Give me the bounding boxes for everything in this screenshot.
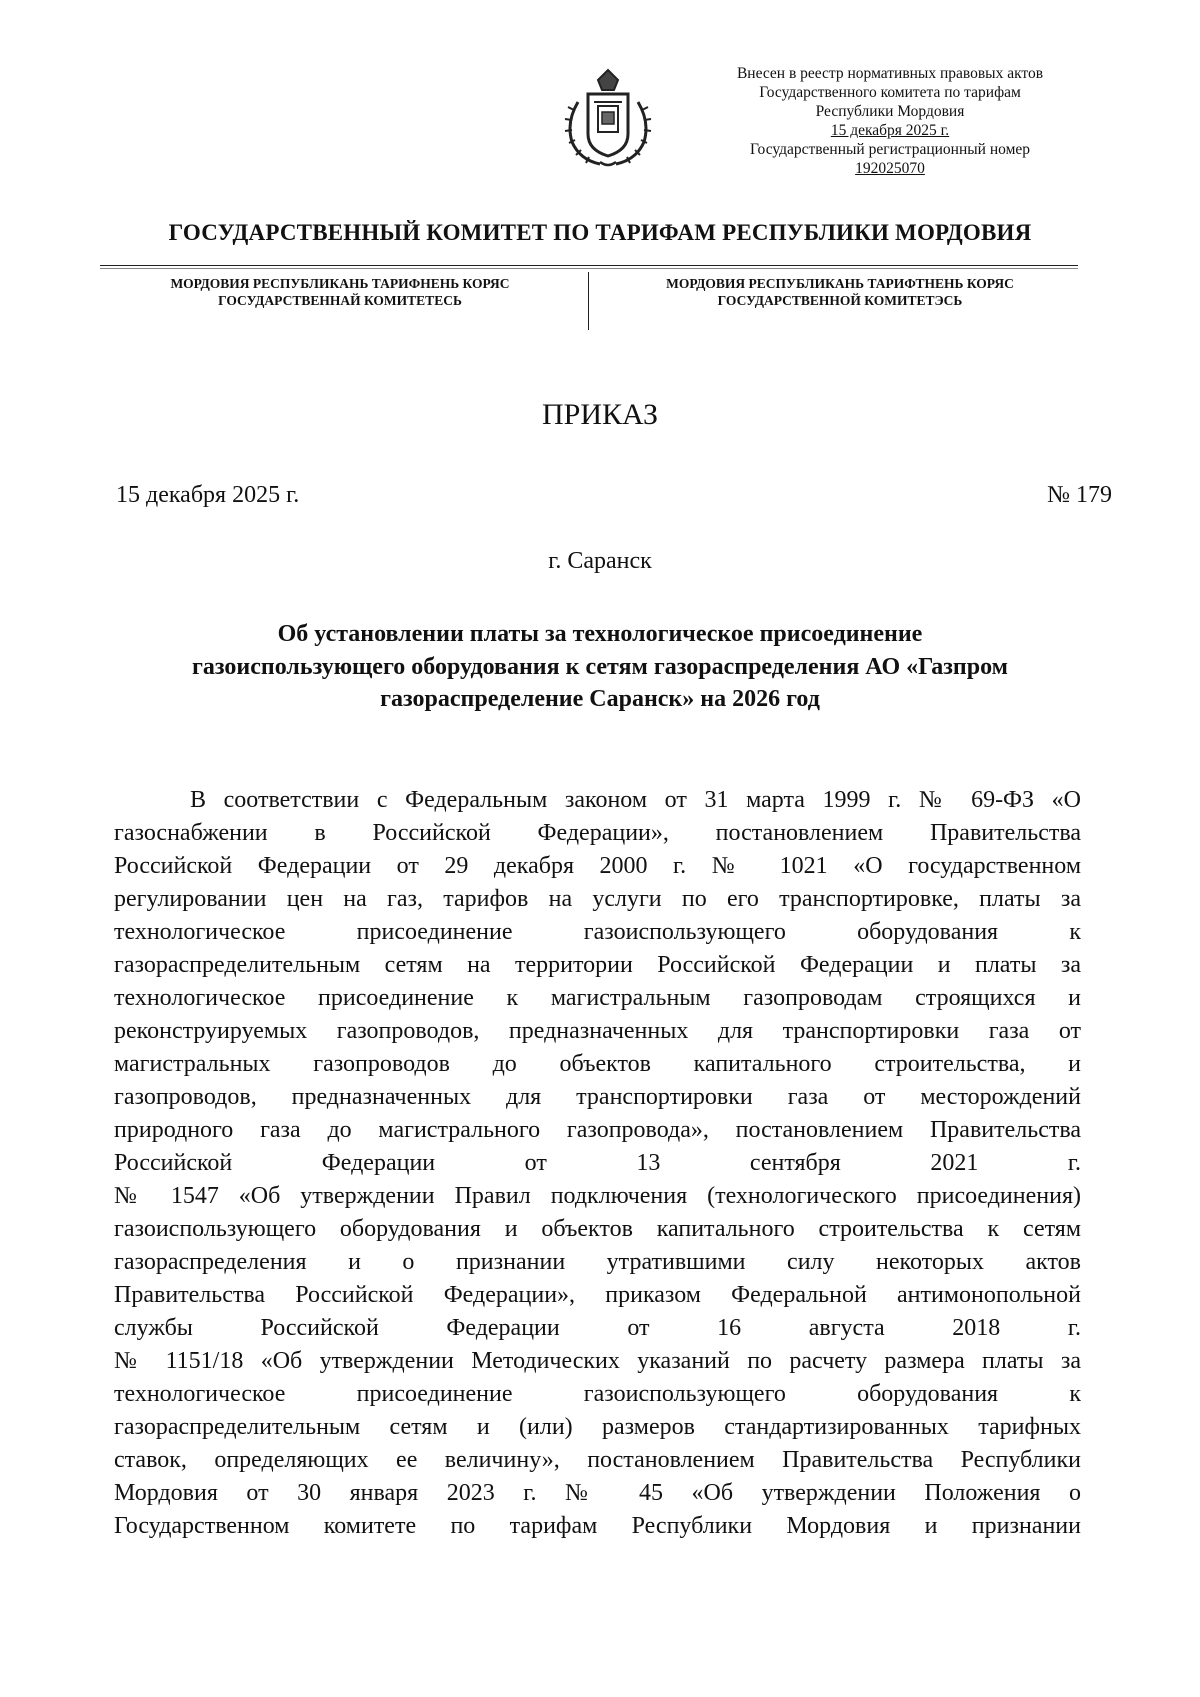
body-line: № 1151/18 «Об утверждении Методических указаний по расчету размера платы за: [114, 1348, 1081, 1374]
body-line: Российской Федерации от 29 декабря 2000 г. № 1021 «О государственном: [114, 853, 1081, 879]
document-subject: [120, 618, 1080, 716]
body-line: газопроводов, предназначенных для транспортировки газа от месторождений: [114, 1084, 1081, 1110]
registry-line-2: Государственного комитета по тарифам: [759, 84, 1021, 101]
registry-number: 192025070: [855, 160, 925, 177]
committee-name-erzya-line-2: ГОСУДАРСТВЕННОЙ КОМИТЕТЭСЬ: [717, 293, 963, 308]
body-line: технологическое присоединение к магистральным газопроводам строящихся и: [114, 985, 1081, 1011]
body-line: магистральных газопроводов до объектов капитального строительства, и: [114, 1051, 1081, 1077]
body-line: технологическое присоединение газоиспользующего оборудования к: [114, 919, 1081, 945]
body-line: службы Российской Федерации от 16 августа 2018 г.: [114, 1315, 1081, 1341]
subject-line-2: газоиспользующего оборудования к сетям газораспределения АО «Газпром: [192, 653, 1008, 680]
registry-line-5: Государственный регистрационный номер: [749, 141, 1031, 158]
body-line: В соответствии с Федеральным законом от 31 марта 1999 г. № 69-ФЗ «О: [190, 787, 1081, 813]
committee-name-moksha: [110, 275, 570, 309]
subject-line-3: газораспределение Саранск» на 2026 год: [380, 686, 820, 712]
header-rule: [100, 265, 1078, 266]
registry-note: [695, 64, 1085, 178]
document-body: [114, 784, 1081, 1543]
body-line: № 1547 «Об утверждении Правил подключения (технологического присоединения): [114, 1183, 1081, 1209]
body-line: Российской Федерации от 13 сентября 2021 г.: [114, 1150, 1081, 1176]
header-rule-secondary: [100, 268, 1078, 269]
body-line: Государственном комитете по тарифам Республики Мордовия и признании: [114, 1513, 1081, 1539]
body-line: газораспределительным сетям и (или) размеров стандартизированных тарифных: [114, 1414, 1081, 1440]
committee-name-moksha-line-2: ГОСУДАРСТВЕННАЙ КОМИТЕТЕСЬ: [218, 293, 462, 308]
committee-name-erzya-line-1: МОРДОВИЯ РЕСПУБЛИКАНЬ ТАРИФТНЕНЬ КОРЯС: [666, 276, 1014, 291]
committee-name-erzya: [605, 275, 1075, 309]
registry-line-1: Внесен в реестр нормативных правовых актов: [736, 65, 1044, 82]
document-number: № 179: [1047, 482, 1112, 508]
body-line: регулировании цен на газ, тарифов на услуги по его транспортировке, платы за: [114, 886, 1081, 912]
header-divider: [588, 272, 589, 330]
body-line: технологическое присоединение газоиспользующего оборудования к: [114, 1381, 1081, 1407]
document-city: г. Саранск: [548, 548, 652, 574]
document-type: ПРИКАЗ: [542, 398, 658, 431]
subject-line-1: Об установлении платы за технологическое присоединение: [277, 621, 923, 647]
coat-of-arms-emblem: [558, 62, 658, 172]
body-line: газоснабжении в Российской Федерации», постановлением Правительства: [114, 820, 1081, 846]
body-line: газораспределения и о признании утратившими силу некоторых актов: [114, 1249, 1081, 1275]
document-date: 15 декабря 2025 г.: [116, 482, 300, 508]
registry-line-3: Республики Мордовия: [815, 103, 965, 120]
body-line: газоиспользующего оборудования и объектов капитального строительства к сетям: [114, 1216, 1081, 1242]
body-line: Мордовия от 30 января 2023 г. № 45 «Об утверждении Положения о: [114, 1480, 1081, 1506]
committee-title: ГОСУДАРСТВЕННЫЙ КОМИТЕТ ПО ТАРИФАМ РЕСПУБЛИКИ МОРДОВИЯ: [168, 220, 1032, 245]
body-line: природного газа до магистрального газопровода», постановлением Правительства: [114, 1117, 1081, 1143]
body-line: реконструируемых газопроводов, предназначенных для транспортировки газа от: [114, 1018, 1081, 1044]
committee-name-moksha-line-1: МОРДОВИЯ РЕСПУБЛИКАНЬ ТАРИФНЕНЬ КОРЯС: [170, 276, 510, 291]
registry-date: 15 декабря 2025 г.: [830, 122, 950, 139]
body-line: Правительства Российской Федерации», приказом Федеральной антимонопольной: [114, 1282, 1081, 1308]
body-line: ставок, определяющих ее величину», постановлением Правительства Республики: [114, 1447, 1081, 1473]
body-line: газораспределительным сетям на территории Российской Федерации и платы за: [114, 952, 1081, 978]
